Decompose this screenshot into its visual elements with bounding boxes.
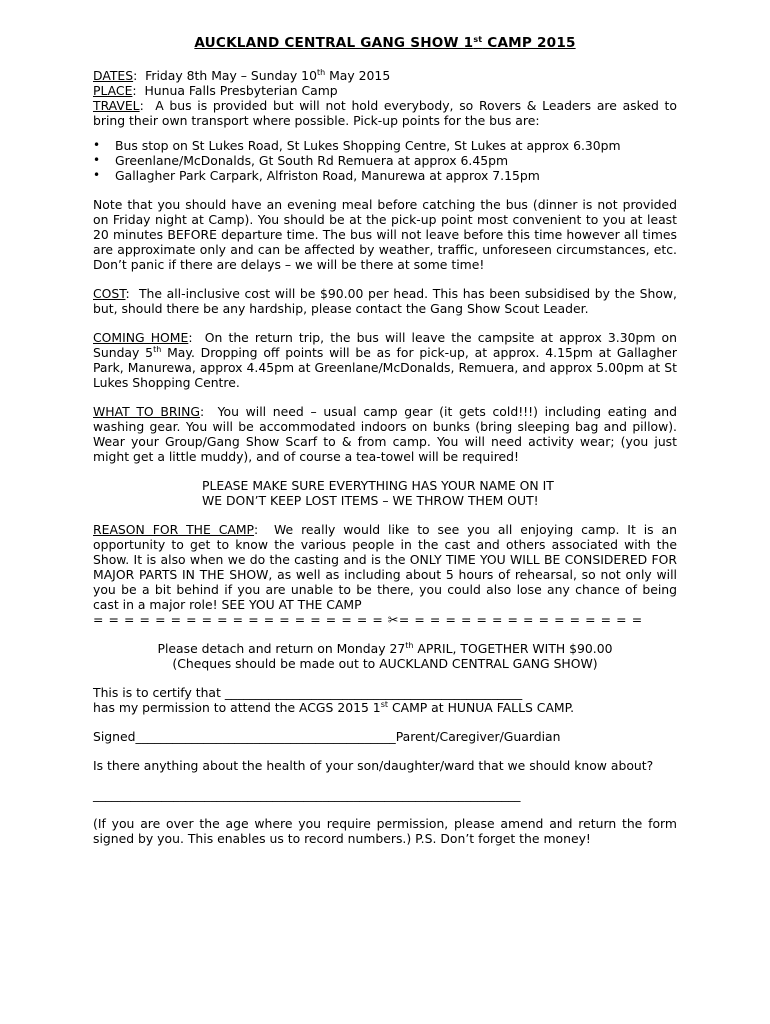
what-to-bring-paragraph: WHAT TO BRING: You will need – usual camp gear (it gets cold!!!) including eating and washing gear. You will be accommodated indoors on bunks (bring sleeping bag and pillow). Wear your Group/Gang Show Scarf to & from camp. You will need activity wear; (you just might get a little muddy), and of course a tea-towel will be required! bbox=[93, 404, 678, 464]
certify-superscript: st bbox=[380, 700, 389, 709]
cost-label: COST bbox=[93, 286, 126, 301]
detach-line-2: (Cheques should be made out to AUCKLAND CENTRAL GANG SHOW) bbox=[172, 656, 598, 671]
list-item: • Greenlane/McDonalds, Gt South Rd Remuera at approx 6.45pm bbox=[93, 153, 677, 168]
certify-line-2 bbox=[93, 700, 677, 715]
pickup-list bbox=[93, 138, 677, 183]
cut-line-right: = = = = = = = = = = = = = = = = bbox=[398, 612, 643, 627]
certify-name-field[interactable]: This is to certify that ________________________________________________ bbox=[93, 685, 523, 700]
page-title bbox=[93, 34, 677, 52]
coming-home-value-tail: May. Dropping off points will be as for pick-up, at approx. 4.15pm at Gallagher Park, Manurewa, approx 4.45pm at Greenlane/McDonalds, Remuera, and approx 5.00pm at St Lukes Shopping Centre. bbox=[93, 345, 678, 390]
reason-paragraph: REASON FOR THE CAMP: We really would like to see you all enjoying camp. It is an opportunity to get to know the various people in the cast and others associated with the Show. It is also when we do the casting and is the ONLY TIME YOU WILL BE CONSIDERED FOR MAJOR PARTS IN THE SHOW, as well as including about 5 hours of rehearsal, so not only will you be a bit behind if you are unable to be there, you could also lose any chance of being cast in a major role! SEE YOU AT THE CAMP bbox=[93, 522, 677, 612]
cost-value: The all-inclusive cost will be $90.00 per head. This has been subsidised by the Show, but, should there be any hardship, please contact the Gang Show Scout Leader. bbox=[93, 286, 677, 316]
travel-paragraph: TRAVEL: A bus is provided but will not hold everybody, so Rovers & Leaders are asked to bring their own transport where possible. Pick-up points for the bus are: bbox=[93, 98, 677, 128]
title-superscript: st bbox=[473, 35, 483, 44]
warning-line-2: WE DON’T KEEP LOST ITEMS – WE THROW THEM OUT! bbox=[202, 493, 539, 508]
place-value: Hunua Falls Presbyterian Camp bbox=[144, 83, 338, 98]
detach-text-tail: APRIL, TOGETHER WITH $90.00 bbox=[413, 641, 613, 656]
what-to-bring-value: You will need – usual camp gear (it gets cold!!!) including eating and washing gear. You will be accommodated indoors on bunks (bring sleeping bag and pillow). Wear your Group/Gang Show Scarf to & from camp. You will need activity wear; (you just might get a little muddy), and of course a tea-towel will be required! bbox=[93, 404, 678, 464]
detach-instructions bbox=[93, 641, 677, 671]
detach-line-1 bbox=[93, 641, 677, 656]
certify-text-tail: CAMP at HUNUA FALLS CAMP. bbox=[388, 700, 575, 715]
coming-home-label: COMING HOME bbox=[93, 330, 189, 345]
dates-superscript: th bbox=[316, 68, 326, 77]
list-item: • Gallagher Park Carpark, Alfriston Road, Manurewa at approx 7.15pm bbox=[93, 168, 677, 183]
reason-label: REASON FOR THE CAMP bbox=[93, 522, 255, 537]
dates-line: DATES: Friday 8th May – Sunday 10th May 2015 bbox=[93, 68, 391, 83]
travel-label: TRAVEL bbox=[93, 98, 140, 113]
travel-value: A bus is provided but will not hold everybody, so Rovers & Leaders are asked to bring their own transport where possible. Pick-up points for the bus are: bbox=[93, 98, 677, 128]
document-page bbox=[93, 34, 677, 846]
detach-superscript: th bbox=[405, 641, 414, 650]
health-question: Is there anything about the health of your son/daughter/ward that we should know about? bbox=[93, 758, 654, 773]
title-tail: CAMP 2015 bbox=[482, 35, 576, 51]
place-label: PLACE bbox=[93, 83, 133, 98]
cost-paragraph: COST: The all-inclusive cost will be $90.00 per head. This has been subsidised by the Show, but, should there be any hardship, please contact the Gang Show Scout Leader. bbox=[93, 286, 677, 316]
warning-line-1: PLEASE MAKE SURE EVERYTHING HAS YOUR NAME ON IT bbox=[202, 478, 554, 493]
signature-field[interactable]: Signed__________________________________________Parent/Caregiver/Guardian bbox=[93, 729, 561, 744]
place-line: PLACE: Hunua Falls Presbyterian Camp bbox=[93, 83, 338, 98]
footer-note: (If you are over the age where you require permission, please amend and return the form signed by you. This enables us to record numbers.) P.S. Don’t forget the money! bbox=[93, 816, 677, 846]
note-paragraph: Note that you should have an evening meal before catching the bus (dinner is not provided on Friday night at Camp). You should be at the pick-up point most convenient to you at least 20 minutes BEFORE departure time. The bus will not leave before this time however all times are approximate only and can be affected by weather, traffic, unforeseen circumstances, etc. Don’t panic if there are delays – we will be there at some time! bbox=[93, 197, 677, 272]
cut-line-left: = = = = = = = = = = = = = = = = = = = bbox=[93, 612, 388, 627]
coming-home-paragraph: COMING HOME: On the return trip, the bus will leave the campsite at approx 3.30pm on Sunday 5th May. Dropping off points will be as for pick-up, at approx. 4.15pm at Gallagher Park, Manurewa, approx 4.45pm at Greenlane/McDonalds, Remuera, and approx 5.00pm at St Lukes Shopping Centre. bbox=[93, 330, 678, 390]
cut-line bbox=[93, 612, 677, 627]
detach-text: Please detach and return on Monday 27 bbox=[157, 641, 406, 656]
health-answer-field[interactable]: _____________________________________________________________________ bbox=[93, 787, 521, 802]
certify-text: has my permission to attend the ACGS 2015 1 bbox=[93, 700, 381, 715]
coming-home-superscript: th bbox=[153, 345, 162, 354]
dates-value-tail: May 2015 bbox=[325, 68, 391, 83]
dates-value: Friday 8th May – Sunday 10 bbox=[145, 68, 317, 83]
list-item: • Bus stop on St Lukes Road, St Lukes Shopping Centre, St Lukes at approx 6.30pm bbox=[93, 138, 677, 153]
title-text: AUCKLAND CENTRAL GANG SHOW 1 bbox=[194, 35, 474, 51]
reason-value: We really would like to see you all enjoying camp. It is an opportunity to get to know the various people in the cast and others associated with the Show. It is also when we do the casting and is the ONLY TIME YOU WILL BE CONSIDERED FOR MAJOR PARTS IN THE SHOW, as well as including about 5 hours of rehearsal, so not only will you be a bit behind if you are unable to be there, you could also lose any chance of being cast in a major role! SEE YOU AT THE CAMP bbox=[93, 522, 677, 612]
name-warning bbox=[93, 478, 677, 508]
scissors-icon: ✂ bbox=[387, 612, 399, 627]
what-to-bring-label: WHAT TO BRING bbox=[93, 404, 201, 419]
coming-home-value: On the return trip, the bus will leave the campsite at approx 3.30pm on Sunday 5 bbox=[93, 330, 677, 360]
dates-label: DATES bbox=[93, 68, 134, 83]
